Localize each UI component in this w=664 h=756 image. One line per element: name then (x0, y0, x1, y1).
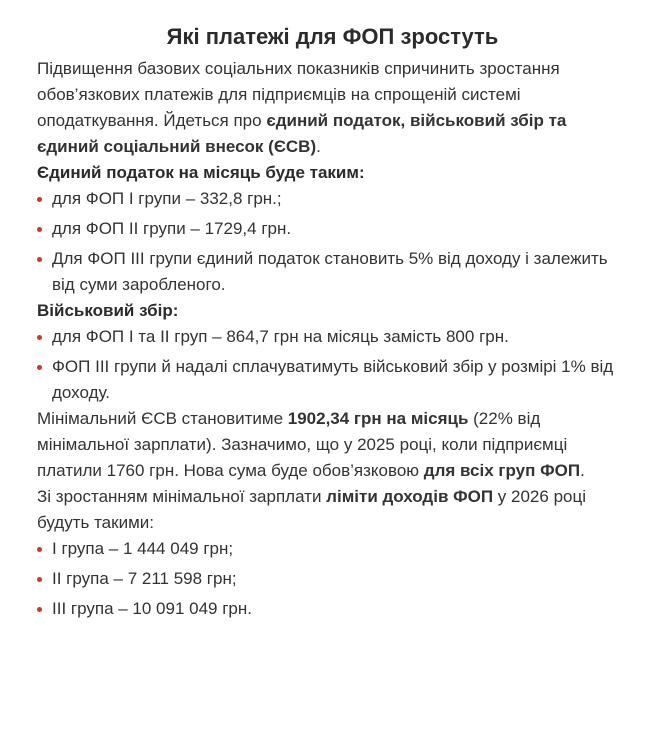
list-item-text: для ФОП I та II груп – 864,7 грн на місяць замість 800 грн. (52, 327, 509, 346)
list-item (37, 596, 628, 622)
list-item-text: ФОП III групи й надалі сплачуватимуть військовий збір у розмірі 1% від доходу. (52, 357, 614, 402)
bullet-dot-icon (37, 257, 42, 262)
list-item-text: для ФОП I групи – 332,8 грн.; (52, 189, 282, 208)
bullet-dot-icon (37, 227, 42, 232)
list-item (37, 354, 628, 406)
list-item (37, 536, 628, 562)
esv-bold-2: для всіх груп ФОП (423, 461, 581, 480)
esv-bold-1: 1902,34 грн на місяць (287, 409, 469, 428)
list-item-text: I група – 1 444 049 грн; (52, 539, 234, 558)
intro-text: Підвищення базових соціальних показників спричинить зростання обов’язкових платежів для підприємців на спрощеній системі оподаткування. Йдеться про (37, 59, 560, 130)
esv-text-2: (22% від мінімальної зарплати). Зазначимо, що у 2025 році, коли підприємці платили 1760 грн. Нова сума буде обов’язковою (37, 409, 568, 480)
list-item (37, 324, 628, 350)
bullet-dot-icon (37, 547, 42, 552)
list-item-text: III група – 10 091 049 грн. (52, 599, 252, 618)
list-item (37, 566, 628, 592)
intro-end: . (316, 137, 321, 156)
single-tax-heading: Єдиний податок на місяць буде таким: (37, 163, 365, 182)
article-title: Які платежі для ФОП зростуть (166, 24, 499, 49)
intro-bold: єдиний податок, військовий збір та єдиний соціальний внесок (ЄСВ) (37, 111, 567, 156)
bullet-dot-icon (37, 365, 42, 370)
bullet-dot-icon (37, 197, 42, 202)
esv-end: . (580, 461, 585, 480)
limits-bold: ліміти доходів ФОП (326, 487, 494, 506)
limits-text-2: у 2026 році будуть такими: (37, 487, 586, 532)
list-item (37, 186, 628, 212)
single-tax-list (37, 186, 628, 298)
limits-text-1: Зі зростанням мінімальної зарплати (37, 487, 327, 506)
list-item (37, 246, 628, 298)
list-item (37, 216, 628, 242)
esv-text-1: Мінімальний ЄСВ становитиме (37, 409, 288, 428)
bullet-dot-icon (37, 607, 42, 612)
bullet-dot-icon (37, 577, 42, 582)
list-item-text: II група – 7 211 598 грн; (52, 569, 237, 588)
intro-paragraph (37, 56, 628, 160)
list-item-text: для ФОП II групи – 1729,4 грн. (52, 219, 292, 238)
military-tax-list (37, 324, 628, 406)
military-tax-heading: Військовий збір: (37, 301, 179, 320)
limits-paragraph (37, 484, 628, 536)
limits-list (37, 536, 628, 622)
esv-paragraph (37, 406, 628, 484)
bullet-dot-icon (37, 335, 42, 340)
list-item-text: Для ФОП III групи єдиний податок становить 5% від доходу і залежить від суми заробленого. (52, 249, 608, 294)
